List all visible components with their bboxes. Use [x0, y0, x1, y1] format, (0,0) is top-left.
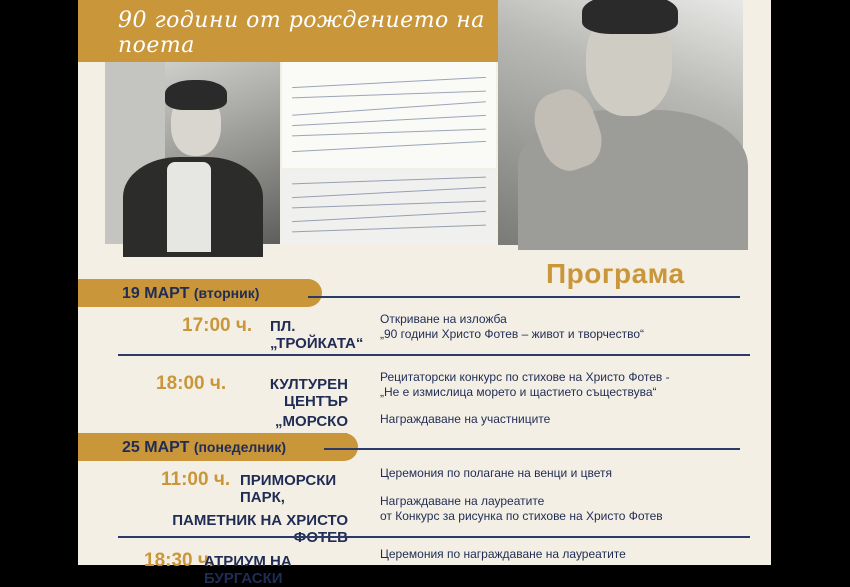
event-time: 18:30 ч. [144, 550, 215, 571]
poster-subtitle: 90 години от рождението на поета [118, 8, 485, 58]
manuscript-page-bottom [282, 170, 496, 244]
event-place: ПЛ. „ТРОЙКАТА“ [270, 318, 364, 352]
desc-line: „Не е измислица морето и щастието съществува“ [380, 385, 657, 399]
event-place [148, 472, 348, 546]
weekday-label: (понеделник) [193, 439, 287, 455]
divider [324, 448, 740, 450]
desc-line: Награждаване на лауреатите [380, 494, 545, 508]
date-label: 19 МАРТ [122, 285, 190, 302]
event-place: АТРИУМ НА БУРГАСКИ [204, 553, 292, 587]
event-time: 17:00 ч. [182, 315, 253, 336]
place-line: „МОРСКО [275, 413, 348, 430]
manuscript-page-top [282, 62, 496, 168]
divider [118, 536, 750, 538]
divider [308, 296, 740, 298]
weekday-label: (вторник) [193, 285, 260, 301]
event-description: Церемония по полагане на венци и цветя [380, 466, 613, 480]
poet-photo-left [105, 62, 280, 244]
desc-line: от Конкурс за рисунка по стихове на Христо Фотев [380, 509, 663, 523]
poet-photo-right [498, 0, 743, 245]
event-description [380, 312, 644, 342]
subtitle-band [78, 0, 498, 62]
desc-line: „90 години Христо Фотев – живот и творчество“ [380, 327, 645, 341]
event-poster [78, 0, 771, 587]
event-description [380, 370, 670, 400]
divider [118, 354, 750, 356]
event-time: 18:00 ч. [156, 373, 227, 394]
place-line: КУЛТУРЕН ЦЕНТЪР [269, 376, 348, 410]
desc-line: Откриване на изложба [380, 312, 507, 326]
event-note [380, 494, 663, 524]
event-description: Церемония по награждаване на лауреатите [380, 547, 626, 561]
program-title: Програма [546, 258, 685, 289]
date-tab-2 [78, 433, 358, 461]
date-label: 25 МАРТ [122, 439, 190, 456]
event-time: 11:00 ч. [161, 469, 231, 490]
date-tab-1 [78, 279, 322, 307]
desc-line: Рецитаторски конкурс по стихове на Христо Фотев - [380, 370, 670, 384]
event-note: Награждаване на участниците [380, 412, 551, 426]
place-line: ПАМЕТНИК НА ХРИСТО [172, 512, 348, 529]
place-line: ПРИМОРСКИ ПАРК, [240, 472, 337, 506]
